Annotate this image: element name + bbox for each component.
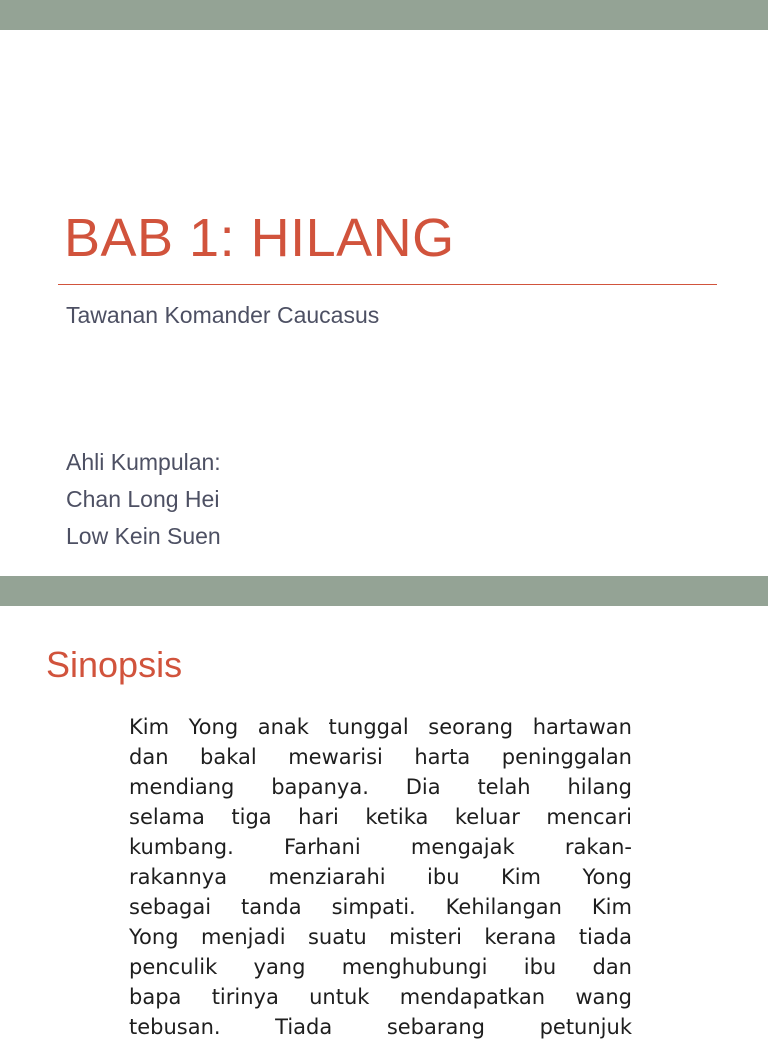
synopsis-word: penculik bbox=[129, 955, 218, 979]
synopsis-word: ketika bbox=[365, 805, 429, 829]
synopsis-line bbox=[129, 802, 632, 832]
synopsis-word: kumbang. bbox=[129, 835, 234, 859]
synopsis-word: peninggalan bbox=[501, 745, 632, 769]
synopsis-line bbox=[129, 862, 632, 892]
synopsis-word: ibu bbox=[427, 865, 460, 889]
synopsis-line bbox=[129, 1012, 632, 1042]
synopsis-word: mendapatkan bbox=[399, 985, 546, 1009]
synopsis-word: tiga bbox=[231, 805, 272, 829]
synopsis-word: tiada bbox=[578, 925, 632, 949]
synopsis-word: tebusan. bbox=[129, 1015, 221, 1039]
synopsis-word: sebarang bbox=[386, 1015, 486, 1039]
synopsis-word: ibu bbox=[523, 955, 557, 979]
synopsis-word: Yong bbox=[129, 925, 179, 949]
page-divider-bar bbox=[0, 576, 768, 606]
title-underline bbox=[58, 284, 717, 285]
synopsis-word: bakal bbox=[200, 745, 257, 769]
synopsis-word: tirinya bbox=[211, 985, 279, 1009]
synopsis-word: mencari bbox=[546, 805, 632, 829]
synopsis-word: Yong bbox=[188, 715, 239, 739]
synopsis-line bbox=[129, 832, 632, 862]
synopsis-word: mewarisi bbox=[288, 745, 383, 769]
synopsis-word: Kehilangan bbox=[445, 895, 562, 919]
slide-subtitle: Tawanan Komander Caucasus bbox=[66, 302, 380, 328]
synopsis-word: tanda bbox=[241, 895, 302, 919]
member-name: Low Kein Suen bbox=[66, 523, 221, 549]
synopsis-word: mendiang bbox=[129, 775, 235, 799]
synopsis-line bbox=[129, 952, 632, 982]
synopsis-word: wang bbox=[575, 985, 632, 1009]
synopsis-word: anak bbox=[257, 715, 309, 739]
synopsis-word: Kim bbox=[500, 865, 542, 889]
synopsis-line bbox=[129, 742, 632, 772]
synopsis-word: seorang bbox=[428, 715, 514, 739]
synopsis-word: dan bbox=[592, 955, 632, 979]
synopsis-word: misteri bbox=[389, 925, 462, 949]
synopsis-line bbox=[129, 922, 632, 952]
synopsis-word: sebagai bbox=[129, 895, 212, 919]
synopsis-word: hilang bbox=[567, 775, 632, 799]
synopsis-line bbox=[129, 982, 632, 1012]
synopsis-word: telah bbox=[477, 775, 531, 799]
synopsis-line bbox=[129, 712, 632, 742]
synopsis-word: bapanya. bbox=[271, 775, 369, 799]
members-heading: Ahli Kumpulan: bbox=[66, 449, 221, 475]
synopsis-word: Yong bbox=[582, 865, 632, 889]
synopsis-word: Dia bbox=[405, 775, 441, 799]
synopsis-word: tunggal bbox=[328, 715, 409, 739]
slide-title-heading: BAB 1: HILANG bbox=[64, 208, 455, 268]
synopsis-line bbox=[129, 892, 632, 922]
synopsis-word: selama bbox=[129, 805, 205, 829]
slide-title bbox=[0, 30, 768, 576]
synopsis-word: kerana bbox=[484, 925, 557, 949]
synopsis-word: hari bbox=[298, 805, 339, 829]
group-members bbox=[66, 444, 221, 555]
synopsis-word: menghubungi bbox=[341, 955, 488, 979]
synopsis-word: simpati. bbox=[331, 895, 416, 919]
synopsis-word: suatu bbox=[307, 925, 367, 949]
synopsis-word: bapa bbox=[129, 985, 182, 1009]
synopsis-word: Tiada bbox=[275, 1015, 333, 1039]
synopsis-word: Farhani bbox=[284, 835, 361, 859]
synopsis-word: rakannya bbox=[129, 865, 228, 889]
synopsis-word: hartawan bbox=[532, 715, 632, 739]
page-divider-bar bbox=[0, 0, 768, 30]
synopsis-word: yang bbox=[253, 955, 306, 979]
synopsis-heading: Sinopsis bbox=[46, 644, 183, 685]
synopsis-word: untuk bbox=[309, 985, 370, 1009]
synopsis-word: menziarahi bbox=[268, 865, 386, 889]
synopsis-word: rakan- bbox=[564, 835, 632, 859]
member-name: Chan Long Hei bbox=[66, 486, 220, 512]
synopsis-word: menjadi bbox=[200, 925, 286, 949]
synopsis-word: petunjuk bbox=[539, 1015, 632, 1039]
slide-synopsis bbox=[0, 606, 768, 1039]
synopsis-text bbox=[129, 712, 632, 1042]
synopsis-word: mengajak bbox=[410, 835, 515, 859]
synopsis-word: dan bbox=[129, 745, 169, 769]
synopsis-word: keluar bbox=[454, 805, 520, 829]
synopsis-word: Kim bbox=[129, 715, 170, 739]
synopsis-line bbox=[129, 772, 632, 802]
synopsis-word: Kim bbox=[591, 895, 632, 919]
synopsis-word: harta bbox=[414, 745, 471, 769]
